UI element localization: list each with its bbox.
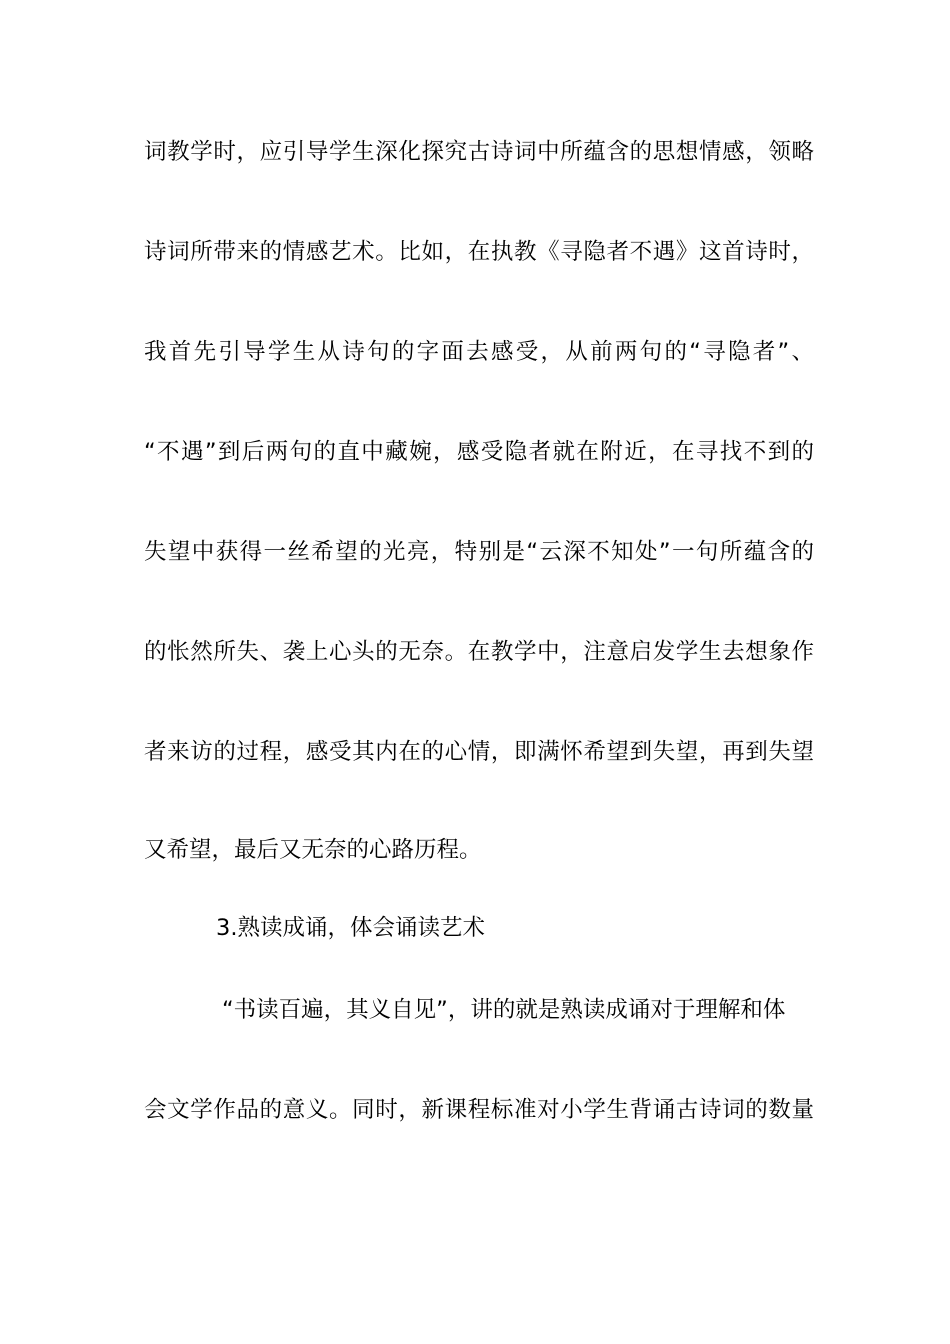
paragraph-line: 失望中获得一丝希望的光亮，特别是“云深不知处”一句所蕴含的 bbox=[144, 539, 814, 565]
section-heading: 3.熟读成诵，体会诵读艺术 bbox=[216, 915, 485, 941]
paragraph-line: 我首先引导学生从诗句的字面去感受，从前两句的“寻隐者”、 bbox=[144, 339, 814, 365]
paragraph-line: 诗词所带来的情感艺术。比如，在执教《寻隐者不遇》这首诗时， bbox=[144, 239, 814, 265]
paragraph-line: 词教学时，应引导学生深化探究古诗词中所蕴含的思想情感，领略 bbox=[144, 139, 814, 165]
paragraph-line: 会文学作品的意义。同时，新课程标准对小学生背诵古诗词的数量 bbox=[144, 1097, 814, 1123]
paragraph-line: “不遇”到后两句的直中藏婉，感受隐者就在附近，在寻找不到的 bbox=[144, 439, 814, 465]
paragraph-line: 又希望，最后又无奈的心路历程。 bbox=[144, 837, 482, 863]
paragraph-line: 者来访的过程，感受其内在的心情，即满怀希望到失望，再到失望 bbox=[144, 739, 814, 765]
paragraph-line: 的怅然所失、袭上心头的无奈。在教学中，注意启发学生去想象作 bbox=[144, 639, 814, 665]
paragraph-line: “书读百遍，其义自见”，讲的就是熟读成诵对于理解和体 bbox=[222, 997, 786, 1023]
